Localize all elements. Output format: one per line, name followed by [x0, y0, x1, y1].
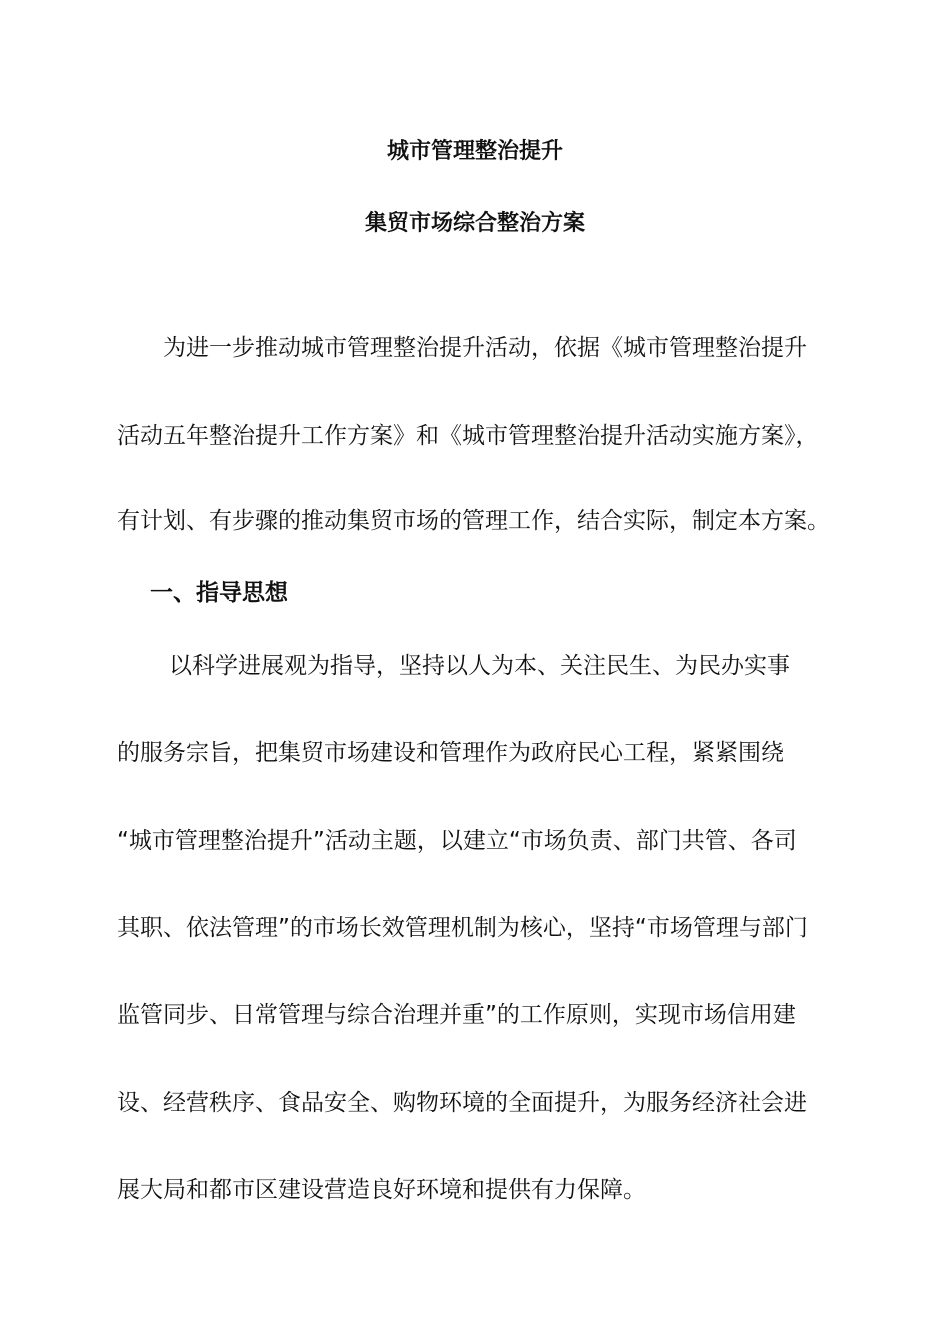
section-1-line-4: 其职、依法管理”的市场长效管理机制为核心，坚持“市场管理与部门: [117, 915, 808, 941]
intro-line-1: 为进一步推动城市管理整治提升活动，依据《城市管理整治提升: [163, 335, 807, 361]
intro-line-3: 有计划、有步骤的推动集贸市场的管理工作，结合实际，制定本方案。: [117, 508, 830, 534]
section-1-heading: 一、指导思想: [150, 580, 288, 606]
section-1-line-3: “城市管理整治提升”活动主题，以建立“市场负责、部门共管、各司: [117, 828, 797, 854]
document-title-line-2: 集贸市场综合整治方案: [364, 211, 585, 236]
section-1-line-2: 的服务宗旨，把集贸市场建设和管理作为政府民心工程，紧紧围绕: [117, 740, 784, 766]
section-1-line-5: 监管同步、日常管理与综合治理并重”的工作原则，实现市场信用建: [117, 1002, 796, 1028]
section-1-line-1: 以科学进展观为指导，坚持以人为本、关注民生、为民办实事: [169, 653, 790, 679]
section-1-line-6: 设、经营秩序、食品安全、购物环境的全面提升，为服务经济社会进: [117, 1090, 807, 1116]
document-title-line-1: 城市管理整治提升: [386, 139, 563, 164]
intro-line-2: 活动五年整治提升工作方案》和《城市管理整治提升活动实施方案》，: [117, 423, 819, 449]
section-1-line-7: 展大局和都市区建设营造良好环境和提供有力保障。: [117, 1177, 646, 1203]
